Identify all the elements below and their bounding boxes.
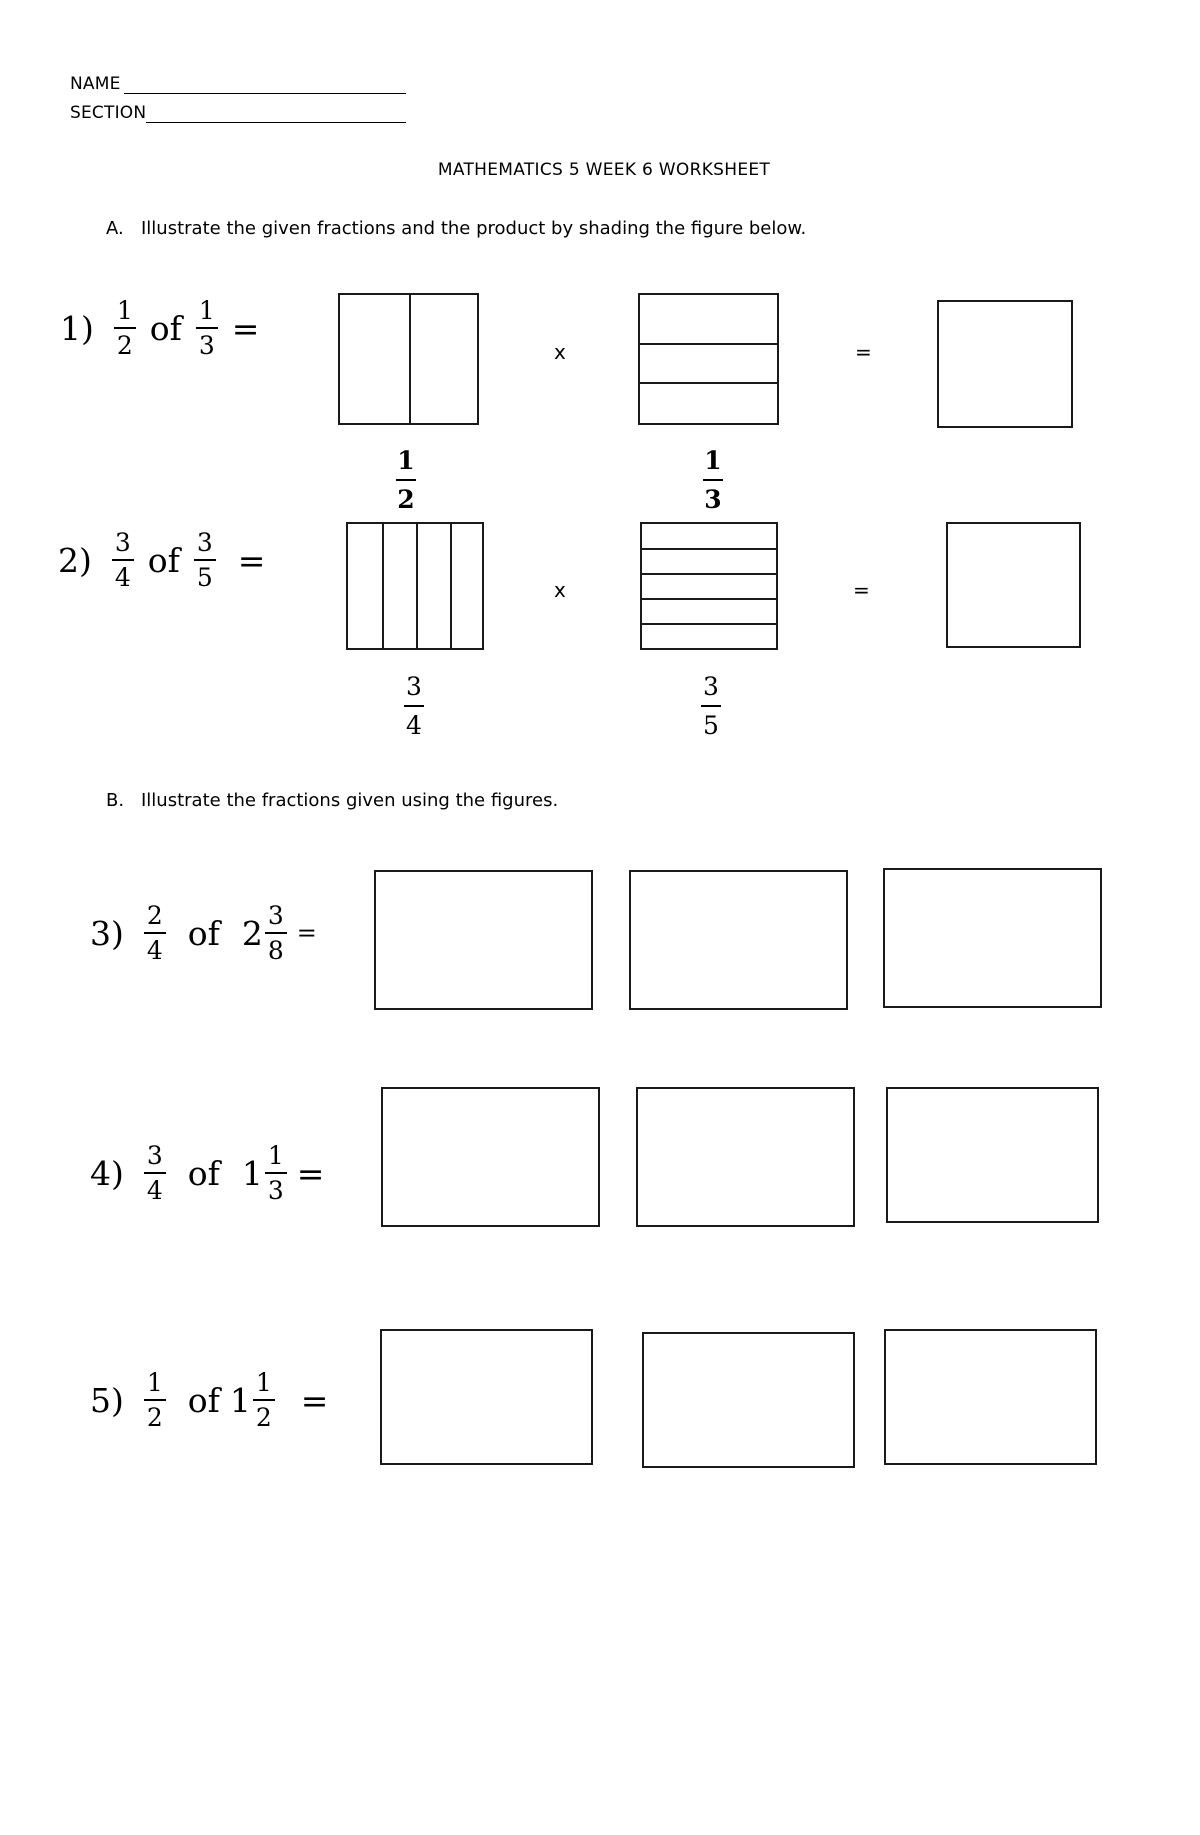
- label-fraction: [404, 674, 424, 738]
- numerator: 1: [255, 1368, 272, 1397]
- divider-line: [416, 524, 418, 648]
- divider-line: [642, 573, 776, 575]
- fraction-bar: [144, 932, 166, 934]
- fourths-box[interactable]: [346, 522, 484, 650]
- denominator: 3: [267, 1176, 284, 1205]
- fraction: [114, 298, 136, 358]
- name-field-line[interactable]: [124, 93, 406, 94]
- whole-number: 1: [241, 1153, 263, 1193]
- whole-number: 1: [229, 1380, 251, 1420]
- denominator: 4: [146, 936, 163, 965]
- fraction: [196, 298, 218, 358]
- divider-line: [642, 548, 776, 550]
- equals-sign: =: [231, 308, 260, 348]
- numerator: 3: [267, 901, 284, 930]
- thirds-box[interactable]: [638, 293, 779, 425]
- fraction-bar: [194, 559, 216, 561]
- problem-number: 5): [90, 1380, 124, 1420]
- part-b-letter: B.: [106, 790, 125, 811]
- part-a-instruction: Illustrate the given fractions and the product by shading the figure below.: [141, 218, 807, 239]
- divider-line: [642, 623, 776, 625]
- fraction-bar: [404, 705, 424, 707]
- mixed-fraction: [265, 1143, 287, 1203]
- fraction-bar: [112, 559, 134, 561]
- numerator: 1: [397, 446, 415, 475]
- denominator: 8: [267, 936, 284, 965]
- of-word: of: [147, 540, 180, 580]
- equals-operator: =: [853, 578, 870, 602]
- product-box[interactable]: [937, 300, 1073, 428]
- numerator: 1: [704, 446, 722, 475]
- problem-number: 3): [90, 913, 124, 953]
- figure-box[interactable]: [381, 1087, 600, 1227]
- numerator: 2: [146, 901, 163, 930]
- problem-1-expression: [60, 298, 259, 358]
- divider-line: [382, 524, 384, 648]
- divider-line: [409, 295, 411, 423]
- denominator: 3: [704, 485, 722, 514]
- equals-operator: =: [855, 340, 872, 364]
- figure-box[interactable]: [636, 1087, 855, 1227]
- fraction: [144, 1370, 166, 1430]
- halves-box[interactable]: [338, 293, 479, 425]
- fraction-bar: [703, 479, 723, 481]
- numerator: 1: [198, 296, 215, 325]
- problem-number: 1): [60, 308, 94, 348]
- equals-sign: =: [237, 540, 266, 580]
- numerator: 1: [116, 296, 133, 325]
- mixed-fraction: [253, 1370, 275, 1430]
- fraction-bar: [265, 932, 287, 934]
- times-sign: x: [554, 340, 566, 364]
- numerator: 3: [406, 672, 422, 701]
- divider-line: [640, 343, 777, 345]
- problem-number: 4): [90, 1153, 124, 1193]
- figure-box[interactable]: [629, 870, 848, 1010]
- fraction-bar: [253, 1399, 275, 1401]
- problem-5-expression: [90, 1370, 328, 1430]
- part-b-instruction: Illustrate the fractions given using the figures.: [141, 790, 559, 811]
- numerator: 3: [703, 672, 719, 701]
- mixed-fraction: [265, 903, 287, 963]
- equals-sign: =: [296, 1153, 325, 1193]
- of-word: of: [187, 913, 220, 953]
- of-word: of: [187, 1380, 220, 1420]
- figure-box[interactable]: [642, 1332, 855, 1468]
- problem-number: 2): [58, 540, 92, 580]
- page-title-text: MATHEMATICS 5 WEEK 6 WORKSHEET: [437, 160, 771, 180]
- of-word: of: [149, 308, 182, 348]
- section-field-line[interactable]: [146, 122, 406, 123]
- denominator: 5: [703, 711, 719, 740]
- denominator: 2: [255, 1403, 272, 1432]
- equals-sign: =: [296, 919, 317, 947]
- label-fraction: [701, 674, 721, 738]
- fraction-bar: [265, 1172, 287, 1174]
- fraction-bar: [144, 1172, 166, 1174]
- page-title: [0, 160, 1200, 180]
- times-sign: x: [554, 578, 566, 602]
- name-label: NAME: [70, 74, 121, 94]
- figure-box[interactable]: [884, 1329, 1097, 1465]
- denominator: 2: [146, 1403, 163, 1432]
- divider-line: [642, 598, 776, 600]
- label-fraction: [703, 448, 723, 512]
- numerator: 3: [146, 1141, 163, 1170]
- fraction: [112, 530, 134, 590]
- denominator: 4: [406, 711, 422, 740]
- fraction-bar: [196, 327, 218, 329]
- numerator: 1: [146, 1368, 163, 1397]
- part-a-letter: A.: [106, 218, 124, 239]
- fifths-box[interactable]: [640, 522, 778, 650]
- fraction-bar: [114, 327, 136, 329]
- problem-2-expression: [58, 530, 265, 590]
- divider-line: [450, 524, 452, 648]
- figure-box[interactable]: [380, 1329, 593, 1465]
- numerator: 3: [114, 528, 131, 557]
- denominator: 2: [397, 485, 415, 514]
- fraction: [144, 1143, 166, 1203]
- denominator: 4: [146, 1176, 163, 1205]
- denominator: 2: [116, 331, 133, 360]
- of-word: of: [187, 1153, 220, 1193]
- figure-box[interactable]: [886, 1087, 1099, 1223]
- fraction: [144, 903, 166, 963]
- denominator: 4: [114, 563, 131, 592]
- equals-sign: =: [300, 1380, 329, 1420]
- product-box[interactable]: [946, 522, 1081, 648]
- label-fraction: [396, 448, 416, 512]
- denominator: 3: [198, 331, 215, 360]
- numerator: 3: [196, 528, 213, 557]
- fraction: [194, 530, 216, 590]
- denominator: 5: [196, 563, 213, 592]
- problem-3-expression: [90, 903, 317, 963]
- section-label: SECTION: [70, 103, 147, 123]
- fraction-bar: [396, 479, 416, 481]
- fraction-bar: [144, 1399, 166, 1401]
- fraction-bar: [701, 705, 721, 707]
- numerator: 1: [267, 1141, 284, 1170]
- figure-box[interactable]: [883, 868, 1102, 1008]
- divider-line: [640, 382, 777, 384]
- whole-number: 2: [241, 913, 263, 953]
- problem-4-expression: [90, 1143, 324, 1203]
- figure-box[interactable]: [374, 870, 593, 1010]
